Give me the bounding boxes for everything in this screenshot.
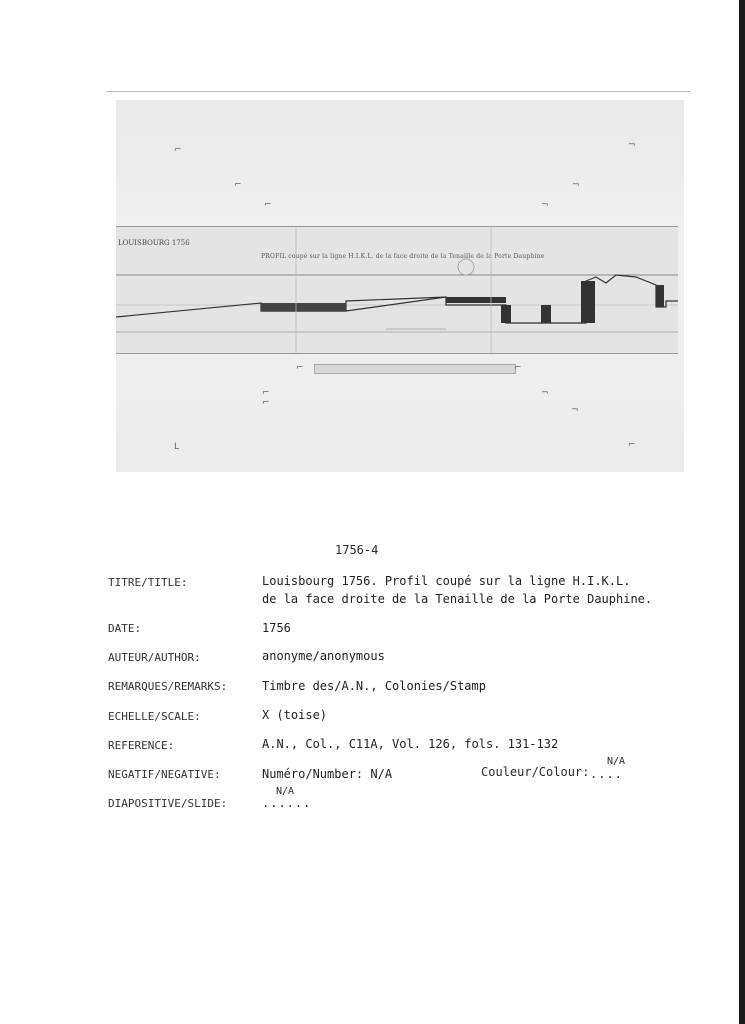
date-value: 1756 [262, 621, 291, 635]
author-label: AUTEUR/AUTHOR: [108, 651, 201, 664]
scale-value: X (toise) [262, 708, 328, 722]
corner-mark: ¬ [571, 405, 579, 415]
plan-strip [116, 226, 678, 354]
colour-dots: .... [590, 767, 623, 781]
title-value-line1: Louisbourg 1756. Profil coupé sur la ligne H.I.K.L. [262, 574, 631, 588]
colour-value: N/A [607, 756, 626, 767]
corner-mark: ¬ [572, 180, 580, 190]
archival-photograph [106, 91, 690, 472]
plan-header: LOUISBOURG 1756 [118, 239, 190, 247]
corner-mark: ⌐ [262, 388, 270, 398]
photo-inner [116, 100, 684, 472]
corner-mark: ⌐ [628, 440, 636, 450]
corner-mark: L [174, 442, 180, 452]
slide-label: DIAPOSITIVE/SLIDE: [108, 797, 228, 810]
corner-mark: ⌐ [296, 363, 304, 373]
corner-mark: ⌐ [262, 398, 270, 408]
corner-mark: ¬ [541, 200, 549, 210]
scale-ruler [314, 364, 516, 374]
slide-dots: ...... [262, 796, 312, 810]
scale-label: ECHELLE/SCALE: [108, 710, 201, 723]
author-value: anonyme/anonymous [262, 649, 385, 663]
corner-mark: ¬ [628, 140, 636, 150]
profile-drawing [116, 227, 678, 353]
negative-number: Numéro/Number: N/A [262, 767, 393, 781]
colour-label: Couleur/Colour: [481, 765, 590, 779]
slide-value: N/A [276, 786, 295, 797]
corner-mark: ⌐ [234, 180, 242, 190]
corner-mark: ⌐ [174, 145, 182, 155]
scan-edge [739, 0, 745, 1024]
corner-mark: ¬ [541, 388, 549, 398]
date-label: DATE: [108, 622, 142, 635]
corner-mark: ⌐ [264, 200, 272, 210]
plan-title: PROFIL coupé sur la ligne H.I.K.L. de la face droite de la Tenaille de la Porte Dauphine [261, 253, 545, 260]
negative-label: NEGATIF/NEGATIVE: [108, 768, 221, 781]
title-value-line2: de la face droite de la Tenaille de la Porte Dauphine. [262, 592, 653, 606]
remarks-label: REMARQUES/REMARKS: [108, 680, 228, 693]
corner-mark: ⌐ [514, 363, 522, 373]
reference-label: REFERENCE: [108, 739, 175, 752]
document-number: 1756-4 [335, 543, 379, 557]
title-label: TITRE/TITLE: [108, 576, 188, 589]
remarks-value: Timbre des/A.N., Colonies/Stamp [262, 679, 486, 693]
reference-value: A.N., Col., C11A, Vol. 126, fols. 131-132 [262, 737, 559, 751]
